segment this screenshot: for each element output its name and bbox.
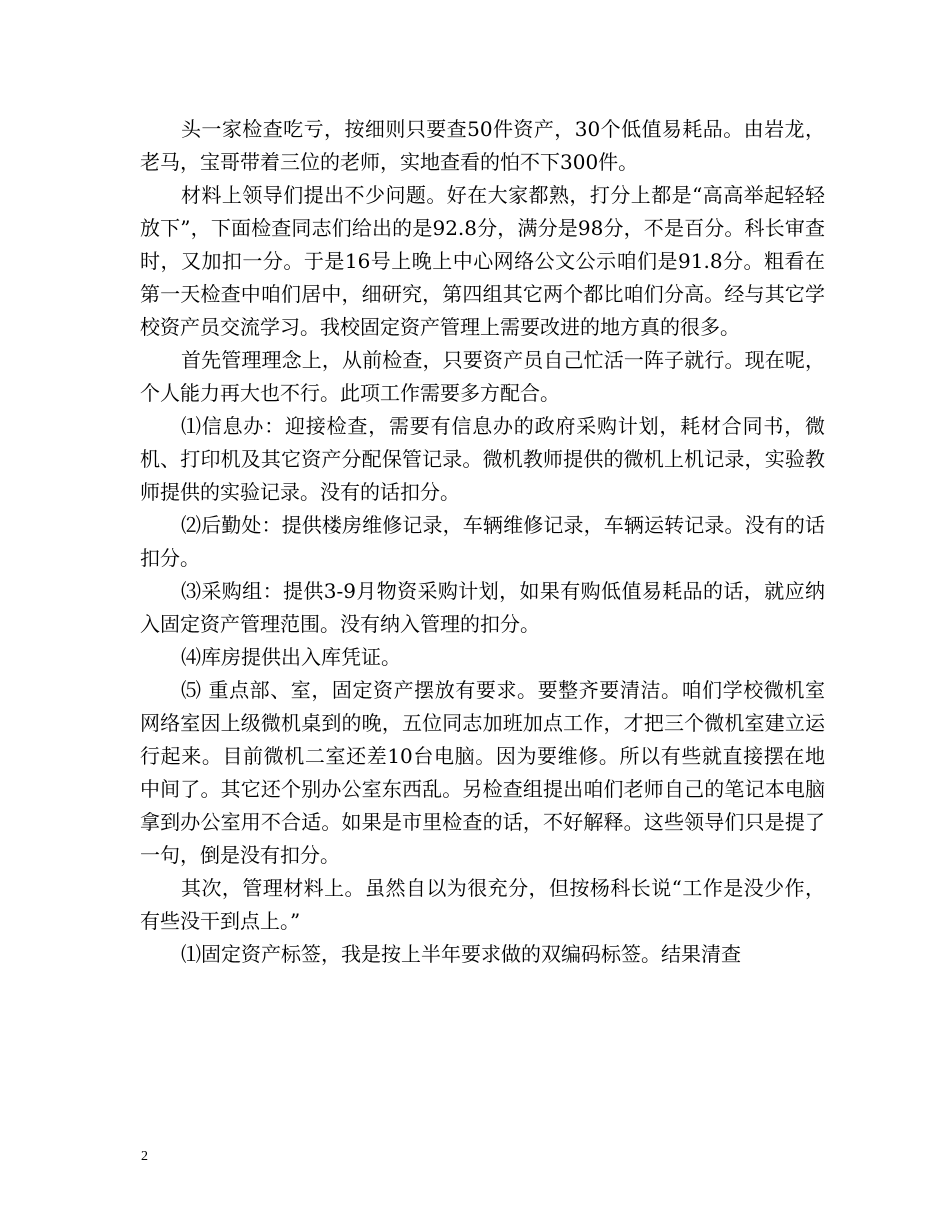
paragraph-item-information-office: ⑴信息办：迎接检查，需要有信息办的政府采购计划，耗材合同书，微机、打印机及其它资产分配保管记录。微机教师提供的微机上机记录，实验教师提供的实验记录。没有的话扣分。 xyxy=(140,414,825,504)
paragraph-item-logistics: ⑵后勤处：提供楼房维修记录，车辆维修记录，车辆运转记录。没有的话扣分。 xyxy=(140,513,825,570)
paragraph-inspection-first: 头一家检查吃亏，按细则只要查50件资产，30个低值易耗品。由岩龙，老马，宝哥带着三位的老师，实地查看的怕不下300件。 xyxy=(140,117,825,174)
paragraph-item-asset-labels: ⑴固定资产标签，我是按上半年要求做的双编码标签。结果清查 xyxy=(181,942,741,966)
paragraph-item-procurement: ⑶采购组：提供3-9月物资采购计划，如果有购低值易耗品的话，就应纳入固定资产管理范围。没有纳入管理的扣分。 xyxy=(140,579,825,636)
paragraph-item-key-rooms: ⑸ 重点部、室，固定资产摆放有要求。要整齐要清洁。咱们学校微机室网络室因上级微机桌到的晚，五位同志加班加点工作，才把三个微机室建立运行起来。目前微机二室还差10台电脑。因为要维修。所以有些就直接摆在地中间了。其它还个别办公室东西乱。另检查组提出咱们老师自己的笔记本电脑拿到办公室用不合适。如果是市里检查的话，不好解释。这些领导们只是提了一句，倒是没有扣分。 xyxy=(140,678,825,867)
paragraph-management-materials: 其次，管理材料上。虽然自以为很充分，但按杨科长说“工作是没少作，有些没干到点上。” xyxy=(140,876,825,933)
paragraph-materials-score: 材料上领导们提出不少问题。好在大家都熟，打分上都是“高高举起轻轻放下”，下面检查同志们给出的是92.8分，满分是98分，不是百分。科长审查时，又加扣一分。于是16号上晚上中心网络公文公示咱们是91.8分。粗看在第一天检查中咱们居中，细研究，第四组其它两个都比咱们分高。经与其它学校资产员交流学习。我校固定资产管理上需要改进的地方真的很多。 xyxy=(140,183,825,339)
document-body xyxy=(140,113,825,971)
paragraph-item-warehouse: ⑷库房提供出入库凭证。 xyxy=(181,645,401,669)
page-number: 2 xyxy=(141,1149,148,1164)
paragraph-management-concept: 首先管理理念上，从前检查，只要资产员自己忙活一阵子就行。现在呢，个人能力再大也不行。此项工作需要多方配合。 xyxy=(140,348,825,405)
